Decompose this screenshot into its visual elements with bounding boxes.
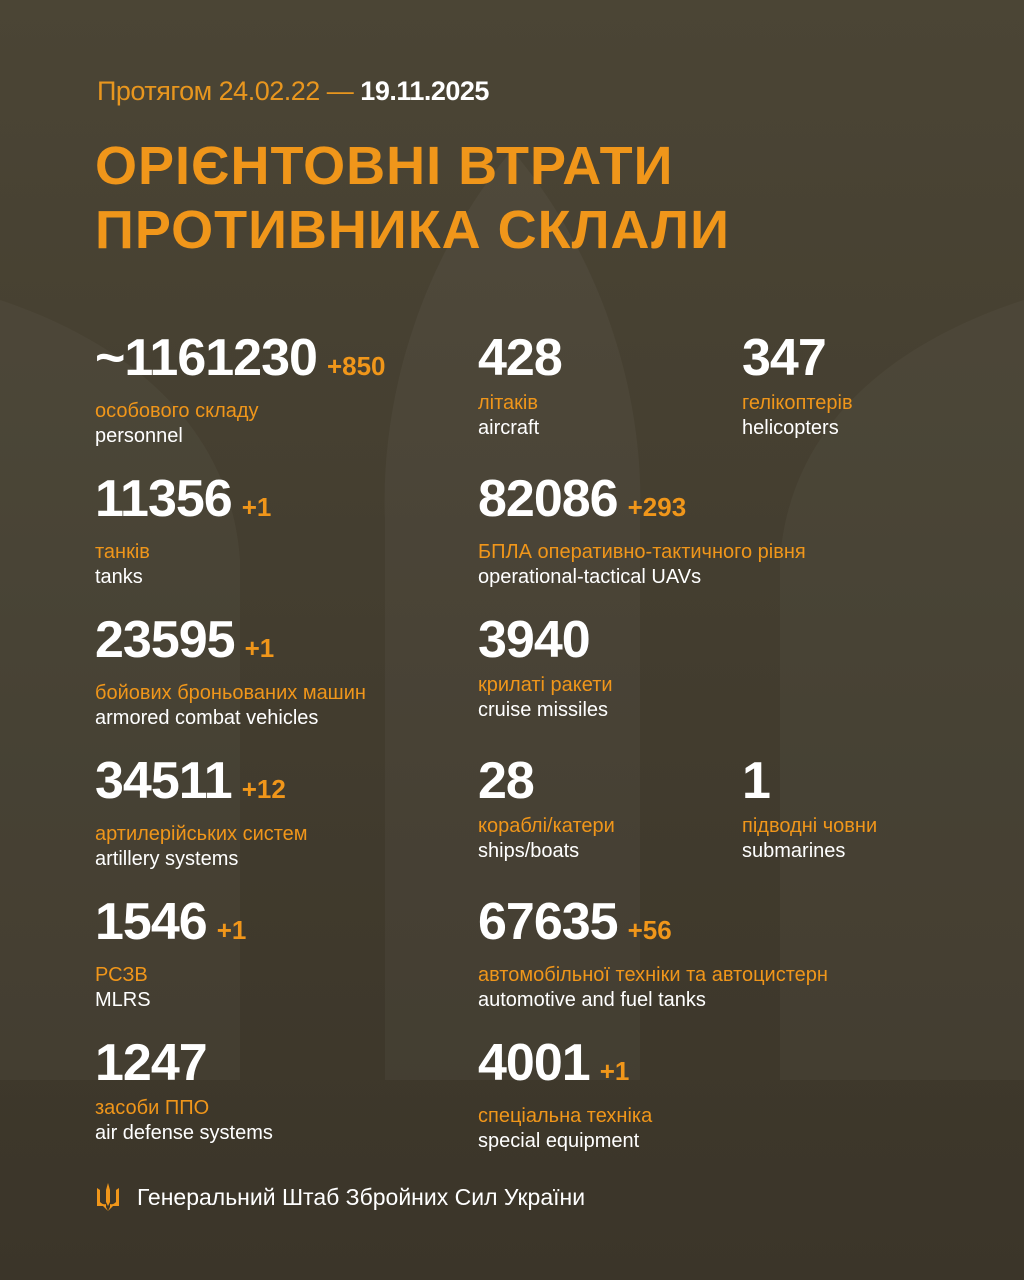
stat-label-ua: крилаті ракети (478, 674, 613, 696)
stat-cruise-missiles (478, 612, 613, 722)
stat-label-ua: особового складу (95, 400, 259, 422)
stat-label-en: ships/boats (478, 840, 580, 862)
title-line-2: ПРОТИВНИКА СКЛАЛИ (95, 200, 730, 260)
stat-label-ua: гелікоптерів (742, 392, 853, 414)
stat-value (478, 471, 806, 535)
stat-delta: +850 (326, 351, 386, 381)
stat-number: 347 (742, 329, 826, 387)
period-end: 19.11.2025 (360, 76, 489, 106)
stat-delta: +56 (627, 915, 672, 945)
stat-label-ua: кораблі/катери (478, 815, 615, 837)
stat-number: 23595 (95, 611, 235, 669)
stat-label-ua: РСЗВ (95, 964, 148, 986)
footer-text: Генеральний Штаб Збройних Сил України (137, 1183, 586, 1210)
stat-value (742, 753, 877, 809)
trident-icon (95, 1182, 121, 1212)
stat-label-en: operational-tactical UAVs (478, 566, 702, 588)
stat-delta: +1 (216, 915, 247, 945)
stat-number: 82086 (478, 470, 618, 528)
stat-value (95, 894, 246, 958)
stat-value (478, 1035, 652, 1099)
stat-label-ua: засоби ППО (95, 1097, 210, 1119)
stat-special-equipment (478, 1035, 652, 1153)
stat-number: 11356 (95, 470, 232, 528)
stat-delta: +1 (599, 1056, 630, 1086)
period-prefix: Протягом 24.02.22 — (97, 76, 354, 106)
stat-mlrs (95, 894, 246, 1012)
stat-aircraft (478, 330, 562, 440)
stat-personnel (95, 330, 386, 448)
stat-label-ua: артилерійських систем (95, 823, 308, 845)
stat-tanks (95, 471, 271, 589)
stat-label-ua: бойових броньованих машин (95, 682, 366, 704)
stat-helicopters (742, 330, 853, 440)
stat-label-en: special equipment (478, 1130, 640, 1152)
stat-label-en: air defense systems (95, 1122, 273, 1144)
stat-label-ua: літаків (478, 392, 538, 414)
stat-label-en: artillery systems (95, 848, 239, 870)
stat-label-en: aircraft (478, 417, 540, 439)
stat-number: 3940 (478, 611, 590, 669)
stat-uavs (478, 471, 806, 589)
stat-number: 34511 (95, 752, 232, 810)
stat-label-en: submarines (742, 840, 846, 862)
stat-value (95, 471, 271, 535)
stat-value (95, 330, 386, 394)
stat-submarines (742, 753, 877, 863)
stat-delta: +293 (627, 492, 687, 522)
stat-value (95, 753, 308, 817)
stat-value (478, 894, 828, 958)
stat-delta: +1 (244, 633, 275, 663)
stat-label-ua: спеціальна техніка (478, 1105, 653, 1127)
stat-ships (478, 753, 615, 863)
stat-label-en: helicopters (742, 417, 839, 439)
page-title (95, 134, 730, 262)
footer (95, 1182, 585, 1212)
stat-number: 1546 (95, 893, 207, 951)
period (97, 76, 489, 107)
stat-label-en: automotive and fuel tanks (478, 989, 706, 1011)
stat-artillery (95, 753, 308, 871)
stat-number: 428 (478, 329, 562, 387)
stat-label-en: tanks (95, 566, 143, 588)
stat-number: 1247 (95, 1034, 207, 1092)
stat-label-ua: БПЛА оперативно-тактичного рівня (478, 541, 806, 563)
stat-acv (95, 612, 366, 730)
stat-value (742, 330, 853, 386)
stat-label-ua: автомобільної техніки та автоцистерн (478, 964, 828, 986)
stat-air-defense (95, 1035, 273, 1145)
stat-label-en: armored combat vehicles (95, 707, 319, 729)
title-line-1: ОРІЄНТОВНІ ВТРАТИ (95, 136, 674, 196)
stat-number: 1 (742, 752, 770, 810)
stat-delta: +1 (241, 492, 272, 522)
stat-label-en: cruise missiles (478, 699, 609, 721)
stat-value (478, 612, 613, 668)
stat-value (95, 1035, 273, 1091)
stat-vehicles (478, 894, 828, 1012)
stat-value (478, 753, 615, 809)
stat-label-en: MLRS (95, 989, 151, 1011)
stat-number: 67635 (478, 893, 618, 951)
stat-delta: +12 (241, 774, 286, 804)
stat-label-en: personnel (95, 425, 183, 447)
stat-label-ua: підводні човни (742, 815, 878, 837)
stat-number: ~1161230 (95, 329, 317, 387)
stat-value (478, 330, 562, 386)
stat-value (95, 612, 366, 676)
stat-label-ua: танків (95, 541, 150, 563)
stat-number: 4001 (478, 1034, 590, 1092)
stat-number: 28 (478, 752, 534, 810)
